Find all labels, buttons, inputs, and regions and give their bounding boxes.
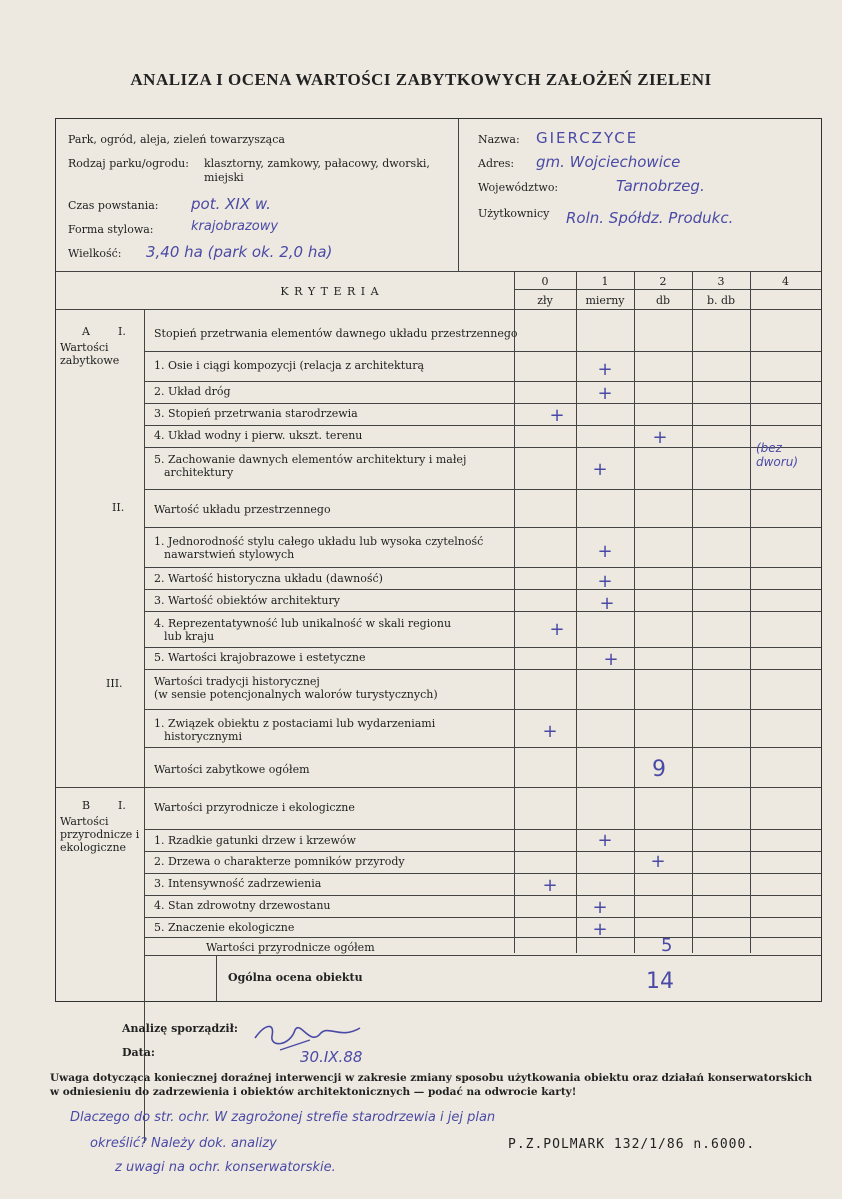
- mark-a2-3: +: [599, 593, 615, 614]
- mark-a2-5: +: [603, 649, 619, 670]
- mark-a2-2: +: [597, 571, 613, 592]
- row-a1-3-label: 3. Stopień przetrwania starodrzewia: [154, 407, 358, 420]
- row-a1-5-label2: architektury: [164, 466, 234, 479]
- group-a2-roman: II.: [112, 501, 125, 514]
- woj-label: Województwo:: [478, 181, 559, 194]
- group-a3-title: Wartości tradycji historycznej: [154, 675, 320, 688]
- uzyt-label: Użytkownicy: [478, 207, 550, 220]
- col-0-name: zły: [537, 294, 553, 307]
- date-value: 30.IX.88: [300, 1048, 363, 1066]
- row-a1-5-label: 5. Zachowanie dawnych elementów architektury i małej: [154, 453, 467, 466]
- col-1-name: mierny: [585, 294, 625, 307]
- nazwa-label: Nazwa:: [478, 133, 520, 146]
- warning-line-2: w odniesieniu do zadrzewienia i obiektów architektonicznych — podać na odwrocie karty!: [50, 1086, 577, 1098]
- row-a2-1-label: 1. Jednorodność stylu całego układu lub wysoka czytelność: [154, 535, 484, 548]
- row-b1-2-label: 2. Drzewa o charakterze pomników przyrody: [154, 855, 405, 868]
- row-b1-1-label: 1. Rzadkie gatunki drzew i krzewów: [154, 834, 356, 847]
- col-4-num: 4: [782, 275, 789, 288]
- note-line-2: określić? Należy dok. analizy: [90, 1136, 277, 1151]
- mark-a1-2: +: [597, 383, 613, 404]
- uzyt-value: Roln. Spółdz. Produkc.: [566, 209, 734, 227]
- mark-a2-1: +: [597, 541, 613, 562]
- group-a3-roman: III.: [106, 677, 123, 690]
- forma-label: Forma stylowa:: [68, 223, 154, 236]
- col-0-num: 0: [541, 275, 549, 288]
- czas-label: Czas powstania:: [68, 199, 159, 212]
- mark-b1-1: +: [597, 830, 613, 851]
- mark-b1-4: +: [592, 897, 608, 918]
- group-b1-title: Wartości przyrodnicze i ekologiczne: [154, 801, 355, 814]
- wielkosc-label: Wielkość:: [68, 247, 122, 260]
- row-a2-1-label2: nawarstwień stylowych: [164, 548, 295, 561]
- section-b-name: Wartości przyrodnicze i ekologiczne: [60, 815, 140, 854]
- mark-a1-5: +: [592, 459, 608, 480]
- row-b1-4-label: 4. Stan zdrowotny drzewostanu: [154, 899, 331, 912]
- rodzaj-options-2: miejski: [204, 171, 244, 184]
- side-note: (bez dworu): [756, 441, 798, 469]
- mark-a1-4: +: [652, 427, 668, 448]
- group-b1-roman: I.: [118, 799, 126, 812]
- section-a-letter: A: [82, 325, 90, 338]
- group-a3-title2: (w sensie potencjonalnych walorów turystycznych): [154, 688, 438, 701]
- row-a2-4-label: 4. Reprezentatywność lub unikalność w skali regionu: [154, 617, 452, 630]
- section-a-name: Wartości zabytkowe: [60, 341, 120, 367]
- mark-a2-4: +: [549, 619, 565, 640]
- total-b-value: 5: [661, 935, 673, 956]
- note-line-3: z uwagi na ochr. konserwatorskie.: [115, 1160, 336, 1175]
- mark-a1-3: +: [549, 405, 565, 426]
- date-label: Data:: [122, 1046, 155, 1059]
- section-b-letter: B: [82, 799, 91, 812]
- row-a2-4-label2: lub kraju: [164, 630, 215, 643]
- warning-line-1: Uwaga dotycząca koniecznej doraźnej interwencji w zakresie zmiany sposobu użytkowania obiektu oraz działań konserwatorskich: [50, 1072, 813, 1084]
- row-a3-1-label2: historycznymi: [164, 730, 242, 743]
- park-label: Park, ogród, aleja, zieleń towarzysząca: [68, 133, 285, 146]
- row-a1-1-label: 1. Osie i ciągi kompozycji (relacja z architekturą: [154, 359, 425, 372]
- col-3-num: 3: [717, 275, 725, 288]
- printer-mark: P.Z.POLMARK 132/1/86 n.6000.: [508, 1137, 756, 1152]
- mark-b1-5: +: [592, 919, 608, 940]
- rodzaj-options: klasztorny, zamkowy, pałacowy, dworski,: [204, 157, 430, 170]
- group-a1-roman: I.: [118, 325, 126, 338]
- row-a3-1-label: 1. Związek obiektu z postaciami lub wydarzeniami: [154, 717, 436, 730]
- row-a2-3-label: 3. Wartość obiektów architektury: [154, 594, 340, 607]
- mark-b1-3: +: [542, 875, 558, 896]
- wielkosc-value: 3,40 ha (park ok. 2,0 ha): [146, 243, 333, 261]
- mark-a1-1: +: [597, 359, 613, 380]
- row-a1-2-label: 2. Układ dróg: [154, 385, 231, 398]
- total-b-label: Wartości przyrodnicze ogółem: [206, 941, 375, 954]
- group-a1-title: Stopień przetrwania elementów dawnego układu przestrzennego: [154, 327, 518, 340]
- col-2-name: db: [655, 294, 671, 307]
- col-3-name: b. db: [706, 294, 736, 307]
- mark-a3-1: +: [542, 721, 558, 742]
- row-a2-5-label: 5. Wartości krajobrazowe i estetyczne: [154, 651, 366, 664]
- page-title: ANALIZA I OCENA WARTOŚCI ZABYTKOWYCH ZAŁOŻEŃ ZIELENI: [130, 70, 712, 89]
- forma-value: krajobrazowy: [191, 219, 279, 234]
- note-line-1: Dlaczego do str. ochr. W zagrożonej strefie starodrzewia i jej plan: [70, 1110, 496, 1125]
- czas-value: pot. XIX w.: [191, 195, 271, 213]
- total-a-label: Wartości zabytkowe ogółem: [154, 763, 310, 776]
- row-b1-3-label: 3. Intensywność zadrzewienia: [154, 877, 322, 890]
- overall-label: Ogólna ocena obiektu: [228, 971, 363, 984]
- form-frame: [55, 118, 822, 1002]
- overall-value: 14: [646, 969, 674, 994]
- total-a-value: 9: [652, 757, 666, 782]
- row-a2-2-label: 2. Wartość historyczna układu (dawność): [154, 572, 383, 585]
- nazwa-value: GIERCZYCE: [536, 129, 639, 147]
- group-a2-title: Wartość układu przestrzennego: [154, 503, 331, 516]
- row-a1-4-label: 4. Układ wodny i pierw. ukszt. terenu: [154, 429, 363, 442]
- woj-value: Tarnobrzeg.: [616, 177, 705, 195]
- criteria-label: K R Y T E R I A: [280, 285, 380, 298]
- row-b1-5-label: 5. Znaczenie ekologiczne: [154, 921, 295, 934]
- col-1-num: 1: [601, 275, 609, 288]
- rodzaj-label: Rodzaj parku/ogrodu:: [68, 157, 189, 170]
- adres-label: Adres:: [478, 157, 515, 170]
- col-2-num: 2: [659, 275, 667, 288]
- mark-b1-2: +: [650, 851, 666, 872]
- analysis-label: Analizę sporządził:: [122, 1022, 238, 1035]
- adres-value: gm. Wojciechowice: [536, 153, 681, 171]
